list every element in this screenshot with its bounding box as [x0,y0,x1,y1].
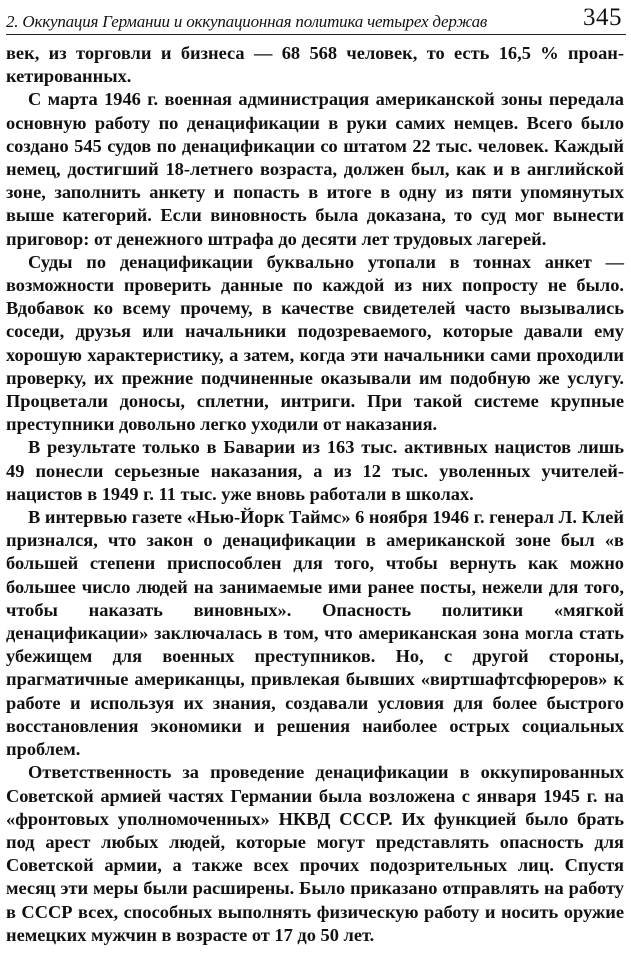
running-header [6,4,626,35]
body-text [6,42,624,947]
paragraph: В результате только в Баварии из 163 тыс. активных нацистов лишь 49 понесли серьезные наказания, а из 12 тыс. уволенных учителей-нацистов в 1949 г. 11 тыс. уже вновь работали в школах. [6,437,624,504]
page-number: 345 [583,4,622,31]
book-page [6,4,626,972]
paragraph: В интервью газете «Нью-Йорк Таймс» 6 ноября 1946 г. генерал Л. Клей признался, что закон о денацификации в американской зоне был «в большей степени приспособлен для того, чтобы вернуть как можно большее число людей на занимаемые ими ранее посты, нежели для того, чтобы наказать виновных». Опасность политики «мягкой денацификации» заключалась в том, что американская зона могла стать убежищем для военных преступников. Но, с другой стороны, прагматичные американцы, привлекая бывших «виртшафтсфюреров» к работе и используя их знания, создавали условия для более быстрого восстановления экономики и решения наиболее острых социальных проблем. [6,507,624,760]
paragraph: Ответственность за проведение денацификации в оккупированных Советской армией частях Германии была возложена с января 1945 г. на «фронтовых уполномоченных» НКВД СССР. Их функцией было брать под арест любых людей, которые могут представлять опасность для Советской армии, а также всех прочих подозрительных лиц. Спустя месяц эти меры были расширены. Было приказано отправлять на работу в СССР всех, способных выполнять физическую работу и носить оружие немецких мужчин в возрасте от 17 до 50 лет. [6,762,624,945]
paragraph: С марта 1946 г. военная администрация американской зоны передала основную работу по денацификации в руки самих немцев. Всего было создано 545 судов по денацификации со штатом 22 тыс. человек. Каждый немец, достигший 18-летнего возраста, должен был, как и в английской зоне, заполнить анкету и попасть в итоге в одну из пяти упомянутых выше категорий. Если виновность была доказана, то суд мог вынести приговор: от денежного штрафа до десяти лет трудовых лагерей. [6,89,624,249]
paragraph: Суды по денацификации буквально утопали в тоннах анкет — возможности проверить данные по каждой из них попросту не было. Вдобавок ко всему прочему, в качестве свидетелей часто вызывались соседи, друзья или начальники подозреваемого, которые давали ему хорошую характеристику, а затем, когда эти начальники сами проходили проверку, их прежние подчиненные оказывали им подобную же услугу. Процветали доносы, сплетни, интриги. При такой системе крупные преступники довольно легко уходили от наказания. [6,251,624,435]
running-title: 2. Оккупация Германии и оккупационная политика четырех держав [6,12,488,31]
paragraph-continued: век, из торговли и бизнеса — 68 568 человек, то есть 16,5 % проанкетированных. [6,43,624,87]
